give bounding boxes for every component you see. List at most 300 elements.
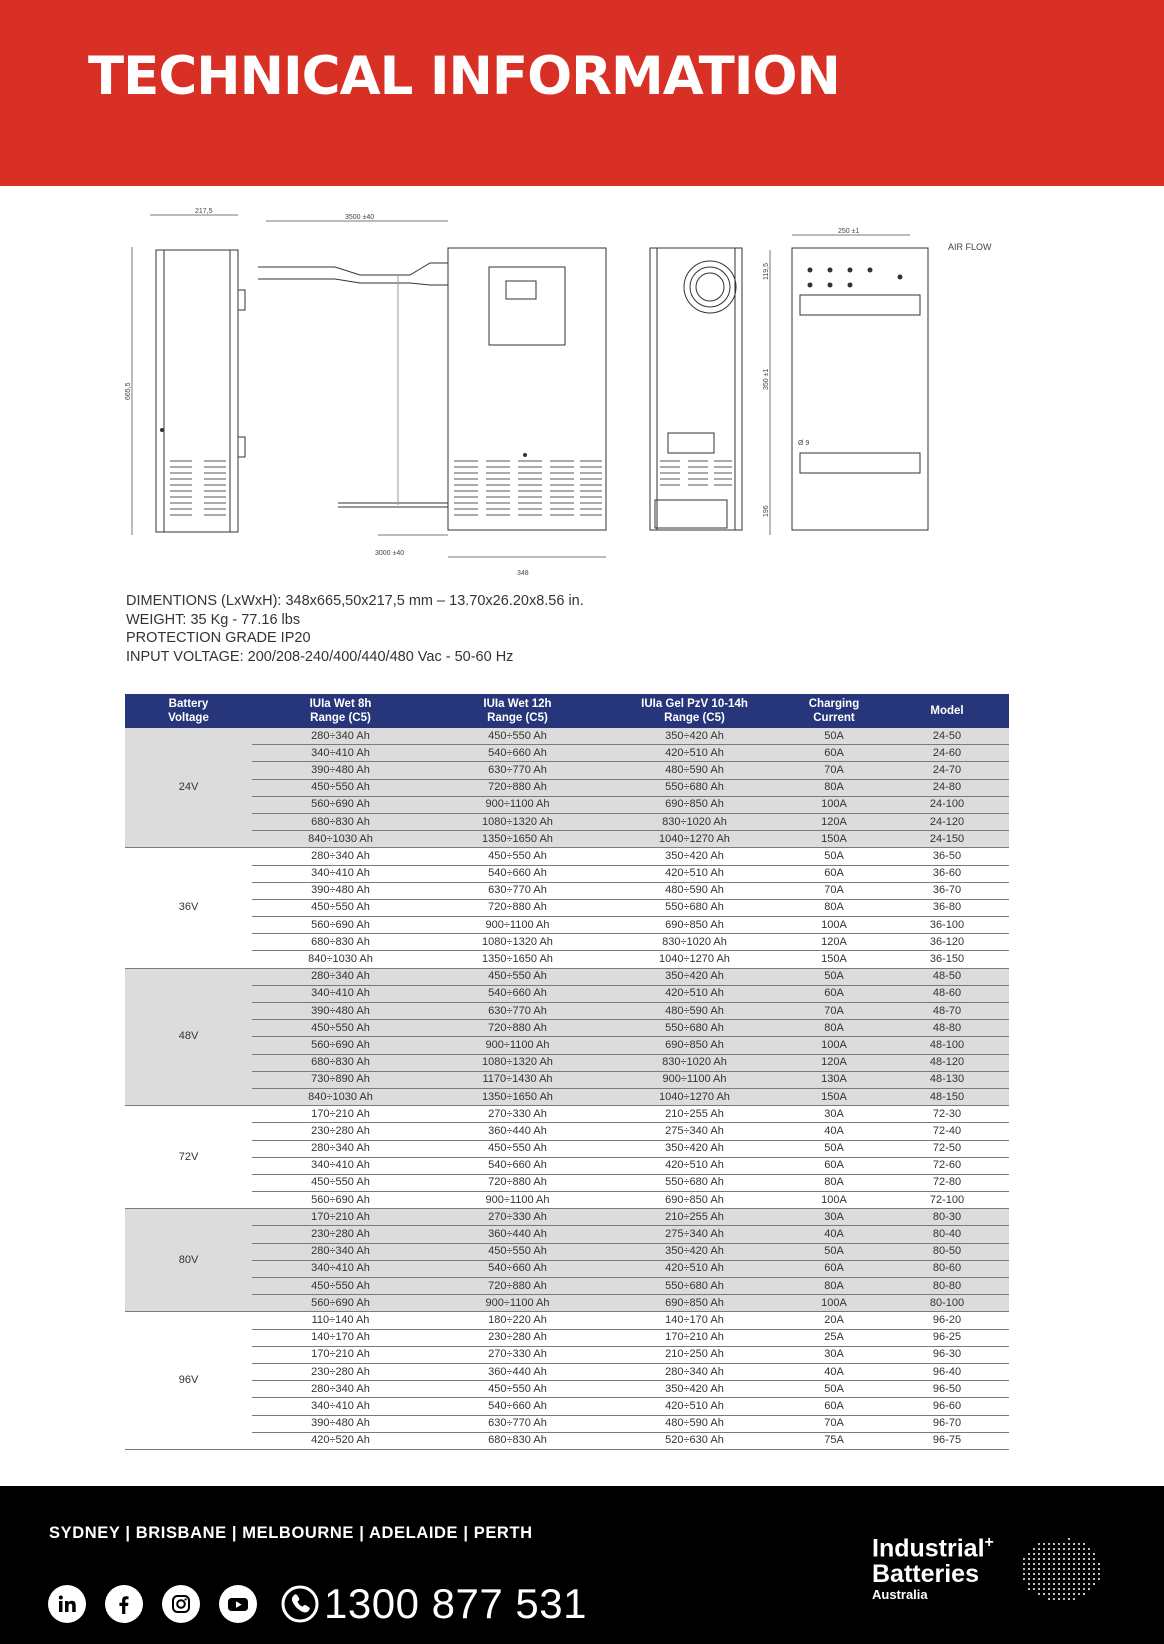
table-cell: 340÷410 Ah: [252, 1157, 429, 1174]
table-row: [125, 1106, 1009, 1123]
header-text: Battery: [168, 698, 209, 710]
table-cell: 630÷770 Ah: [429, 1415, 606, 1432]
header-text: Range (C5): [664, 712, 725, 724]
table-cell: 270÷330 Ah: [429, 1209, 606, 1226]
table-cell: 540÷660 Ah: [429, 865, 606, 882]
table-row: [125, 1346, 1009, 1363]
table-cell: 280÷340 Ah: [252, 1140, 429, 1157]
table-row: [125, 985, 1009, 1002]
table-cell: 350÷420 Ah: [606, 1381, 783, 1398]
table-header-cell: [783, 694, 885, 728]
page-header: [0, 0, 1164, 186]
table-row: [125, 968, 1009, 985]
table-row: [125, 1209, 1009, 1226]
table-cell: 80A: [783, 899, 885, 916]
table-cell: 1350÷1650 Ah: [429, 951, 606, 968]
table-cell: 550÷680 Ah: [606, 1020, 783, 1037]
table-cell: 50A: [783, 1140, 885, 1157]
table-cell: 72-100: [885, 1192, 1009, 1209]
table-cell: 80A: [783, 1020, 885, 1037]
table-cell: 50A: [783, 848, 885, 865]
spec-dimensions: DIMENTIONS (LxWxH): 348x665,50x217,5 mm – 13.70x26.20x8.56 in.: [126, 593, 584, 609]
table-row: [125, 779, 1009, 796]
brand-plus: +: [984, 1534, 994, 1551]
table-cell: 50A: [783, 1381, 885, 1398]
table-cell: 830÷1020 Ah: [606, 813, 783, 830]
table-row: [125, 1398, 1009, 1415]
brand-line-3: Australia: [872, 1587, 928, 1603]
table-cell: 1080÷1320 Ah: [429, 934, 606, 951]
battery-voltage-cell: 48V: [125, 968, 252, 1106]
table-cell: 560÷690 Ah: [252, 796, 429, 813]
spec-weight: WEIGHT: 35 Kg - 77.16 lbs: [126, 611, 301, 628]
table-cell: 450÷550 Ah: [429, 1381, 606, 1398]
table-cell: 36-60: [885, 865, 1009, 882]
table-cell: 230÷280 Ah: [252, 1123, 429, 1140]
table-cell: 550÷680 Ah: [606, 899, 783, 916]
table-cell: 340÷410 Ah: [252, 1398, 429, 1415]
table-cell: 280÷340 Ah: [252, 728, 429, 745]
table-row: [125, 1003, 1009, 1020]
table-cell: 450÷550 Ah: [429, 968, 606, 985]
table-cell: 480÷590 Ah: [606, 1003, 783, 1020]
table-cell: 48-120: [885, 1054, 1009, 1071]
table-cell: 24-80: [885, 779, 1009, 796]
table-cell: 48-150: [885, 1088, 1009, 1105]
phone-number-text: 1300 877 531: [324, 1580, 587, 1627]
table-cell: 350÷420 Ah: [606, 1243, 783, 1260]
table-cell: 340÷410 Ah: [252, 745, 429, 762]
table-cell: 230÷280 Ah: [429, 1329, 606, 1346]
table-cell: 350÷420 Ah: [606, 728, 783, 745]
table-cell: 360÷440 Ah: [429, 1123, 606, 1140]
table-cell: 350÷420 Ah: [606, 1140, 783, 1157]
australia-map-icon: [1015, 1526, 1107, 1618]
table-cell: 360÷440 Ah: [429, 1226, 606, 1243]
table-cell: 70A: [783, 882, 885, 899]
table-cell: 80-100: [885, 1295, 1009, 1312]
table-cell: 720÷880 Ah: [429, 1020, 606, 1037]
table-cell: 120A: [783, 934, 885, 951]
table-row: [125, 831, 1009, 848]
table-cell: 72-80: [885, 1174, 1009, 1191]
table-cell: 170÷210 Ah: [252, 1346, 429, 1363]
table-cell: 690÷850 Ah: [606, 917, 783, 934]
battery-voltage-cell: 24V: [125, 728, 252, 848]
table-row: [125, 745, 1009, 762]
table-cell: 24-120: [885, 813, 1009, 830]
table-cell: 450÷550 Ah: [252, 1020, 429, 1037]
table-cell: 24-60: [885, 745, 1009, 762]
table-cell: 390÷480 Ah: [252, 1415, 429, 1432]
table-cell: 830÷1020 Ah: [606, 934, 783, 951]
table-cell: 900÷1100 Ah: [429, 1192, 606, 1209]
table-row: [125, 1140, 1009, 1157]
table-cell: 830÷1020 Ah: [606, 1054, 783, 1071]
table-row: [125, 1295, 1009, 1312]
table-cell: 70A: [783, 1003, 885, 1020]
table-row: [125, 1260, 1009, 1277]
table-row: [125, 813, 1009, 830]
battery-voltage-cell: 72V: [125, 1106, 252, 1209]
header-text: Current: [813, 712, 855, 724]
table-cell: 450÷550 Ah: [429, 848, 606, 865]
table-cell: 24-100: [885, 796, 1009, 813]
table-cell: 450÷550 Ah: [252, 899, 429, 916]
table-cell: 1040÷1270 Ah: [606, 1088, 783, 1105]
table-cell: 150A: [783, 951, 885, 968]
specifications: [126, 592, 584, 666]
table-cell: 60A: [783, 865, 885, 882]
table-cell: 420÷510 Ah: [606, 1260, 783, 1277]
table-cell: 100A: [783, 1037, 885, 1054]
header-text: IUIa Wet 12h: [483, 698, 552, 710]
table-cell: 48-80: [885, 1020, 1009, 1037]
table-row: [125, 1329, 1009, 1346]
table-row: [125, 1363, 1009, 1380]
table-cell: 48-60: [885, 985, 1009, 1002]
table-row: [125, 1432, 1009, 1449]
table-header-cell: [606, 694, 783, 728]
table-cell: 540÷660 Ah: [429, 985, 606, 1002]
linkedin-icon[interactable]: [48, 1585, 86, 1623]
table-cell: 420÷510 Ah: [606, 1398, 783, 1415]
table-cell: 550÷680 Ah: [606, 779, 783, 796]
table-header-cell: [429, 694, 606, 728]
table-cell: 150A: [783, 1088, 885, 1105]
table-cell: 36-70: [885, 882, 1009, 899]
table-cell: 96-30: [885, 1346, 1009, 1363]
instagram-icon[interactable]: [162, 1585, 200, 1623]
table-cell: 100A: [783, 1192, 885, 1209]
table-cell: 72-30: [885, 1106, 1009, 1123]
office-locations: SYDNEY | BRISBANE | MELBOURNE | ADELAIDE | PERTH: [49, 1524, 533, 1542]
table-cell: 210÷255 Ah: [606, 1106, 783, 1123]
table-cell: 80A: [783, 1174, 885, 1191]
table-cell: 420÷510 Ah: [606, 745, 783, 762]
table-cell: 450÷550 Ah: [252, 779, 429, 796]
header-text: IUIa Wet 8h: [309, 698, 372, 710]
table-cell: 340÷410 Ah: [252, 865, 429, 882]
table-cell: 150A: [783, 831, 885, 848]
table-cell: 210÷250 Ah: [606, 1346, 783, 1363]
table-cell: 120A: [783, 1054, 885, 1071]
table-cell: 270÷330 Ah: [429, 1346, 606, 1363]
dim-hole-diameter: Ø 9: [798, 440, 810, 447]
table-header-row: [125, 694, 1009, 728]
dim-height: 665,5: [125, 382, 132, 400]
table-cell: 48-50: [885, 968, 1009, 985]
table-cell: 270÷330 Ah: [429, 1106, 606, 1123]
table-cell: 100A: [783, 917, 885, 934]
table-row: [125, 951, 1009, 968]
table-cell: 630÷770 Ah: [429, 882, 606, 899]
table-cell: 80-30: [885, 1209, 1009, 1226]
phone-icon: [280, 1584, 320, 1624]
header-text: Model: [930, 705, 964, 717]
table-cell: 48-130: [885, 1071, 1009, 1088]
table-row: [125, 1192, 1009, 1209]
table-cell: 540÷660 Ah: [429, 1398, 606, 1415]
table-cell: 40A: [783, 1123, 885, 1140]
table-row: [125, 1071, 1009, 1088]
table-cell: 480÷590 Ah: [606, 762, 783, 779]
table-cell: 36-150: [885, 951, 1009, 968]
table-cell: 96-40: [885, 1363, 1009, 1380]
table-row: [125, 1020, 1009, 1037]
table-cell: 60A: [783, 985, 885, 1002]
table-cell: 80A: [783, 1278, 885, 1295]
table-row: [125, 848, 1009, 865]
table-cell: 40A: [783, 1226, 885, 1243]
table-cell: 60A: [783, 1157, 885, 1174]
table-cell: 720÷880 Ah: [429, 1174, 606, 1191]
table-cell: 1040÷1270 Ah: [606, 831, 783, 848]
table-cell: 690÷850 Ah: [606, 1295, 783, 1312]
dim-hole-vertical: 350 ±1: [763, 368, 770, 390]
table-cell: 180÷220 Ah: [429, 1312, 606, 1329]
table-cell: 900÷1100 Ah: [429, 796, 606, 813]
table-cell: 36-80: [885, 899, 1009, 916]
table-cell: 230÷280 Ah: [252, 1363, 429, 1380]
table-cell: 280÷340 Ah: [252, 848, 429, 865]
table-row: [125, 796, 1009, 813]
table-cell: 350÷420 Ah: [606, 848, 783, 865]
table-cell: 540÷660 Ah: [429, 745, 606, 762]
spec-input-voltage: INPUT VOLTAGE: 200/208-240/400/440/480 Vac - 50-60 Hz: [126, 648, 514, 665]
table-row: [125, 899, 1009, 916]
table-cell: 80-60: [885, 1260, 1009, 1277]
table-cell: 70A: [783, 762, 885, 779]
table-cell: 630÷770 Ah: [429, 1003, 606, 1020]
phone-number[interactable]: [280, 1580, 587, 1628]
table-cell: 840÷1030 Ah: [252, 951, 429, 968]
dim-side-depth: 217,5: [195, 208, 213, 215]
table-cell: 560÷690 Ah: [252, 917, 429, 934]
table-cell: 60A: [783, 745, 885, 762]
contact-bar: [48, 1580, 587, 1628]
table-cell: 80-80: [885, 1278, 1009, 1295]
dim-width: 348: [517, 570, 529, 577]
table-cell: 170÷210 Ah: [606, 1329, 783, 1346]
table-cell: 72-50: [885, 1140, 1009, 1157]
table-row: [125, 865, 1009, 882]
battery-voltage-cell: 36V: [125, 848, 252, 968]
table-cell: 36-50: [885, 848, 1009, 865]
table-cell: 25A: [783, 1329, 885, 1346]
table-cell: 560÷690 Ah: [252, 1192, 429, 1209]
table-row: [125, 882, 1009, 899]
table-cell: 30A: [783, 1106, 885, 1123]
table-cell: 450÷550 Ah: [429, 1140, 606, 1157]
table-cell: 110÷140 Ah: [252, 1312, 429, 1329]
table-cell: 420÷520 Ah: [252, 1432, 429, 1449]
table-row: [125, 1278, 1009, 1295]
table-cell: 720÷880 Ah: [429, 1278, 606, 1295]
table-row: [125, 1037, 1009, 1054]
table-cell: 275÷340 Ah: [606, 1123, 783, 1140]
table-cell: 170÷210 Ah: [252, 1209, 429, 1226]
table-cell: 680÷830 Ah: [252, 1054, 429, 1071]
table-cell: 390÷480 Ah: [252, 1003, 429, 1020]
table-cell: 24-150: [885, 831, 1009, 848]
table-cell: 900÷1100 Ah: [429, 1037, 606, 1054]
table-cell: 30A: [783, 1209, 885, 1226]
table-cell: 96-50: [885, 1381, 1009, 1398]
dim-hole-spacing: 250 ±1: [838, 228, 860, 235]
table-cell: 80-50: [885, 1243, 1009, 1260]
dim-top-offset: 119,5: [763, 263, 770, 280]
charger-technical-drawing: [120, 205, 1020, 590]
table-cell: 450÷550 Ah: [252, 1174, 429, 1191]
table-cell: 36-100: [885, 917, 1009, 934]
table-cell: 24-70: [885, 762, 1009, 779]
table-row: [125, 1054, 1009, 1071]
table-cell: 550÷680 Ah: [606, 1174, 783, 1191]
table-cell: 50A: [783, 728, 885, 745]
dim-output-cable: 3000 ±40: [375, 550, 405, 557]
page-footer: [0, 1486, 1164, 1644]
table-cell: 340÷410 Ah: [252, 1260, 429, 1277]
table-cell: 420÷510 Ah: [606, 985, 783, 1002]
header-text: Charging: [808, 698, 860, 710]
table-row: [125, 762, 1009, 779]
table-row: [125, 1157, 1009, 1174]
dim-bottom-offset: 196: [763, 505, 770, 517]
table-cell: 280÷340 Ah: [252, 1243, 429, 1260]
table-cell: 72-60: [885, 1157, 1009, 1174]
table-row: [125, 917, 1009, 934]
table-cell: 48-70: [885, 1003, 1009, 1020]
table-cell: 540÷660 Ah: [429, 1157, 606, 1174]
table-cell: 350÷420 Ah: [606, 968, 783, 985]
table-cell: 140÷170 Ah: [252, 1329, 429, 1346]
table-cell: 80-40: [885, 1226, 1009, 1243]
table-cell: 96-60: [885, 1398, 1009, 1415]
table-cell: 630÷770 Ah: [429, 762, 606, 779]
table-cell: 280÷340 Ah: [252, 968, 429, 985]
table-cell: 280÷340 Ah: [252, 1381, 429, 1398]
table-cell: 60A: [783, 1260, 885, 1277]
table-cell: 840÷1030 Ah: [252, 1088, 429, 1105]
table-cell: 360÷440 Ah: [429, 1363, 606, 1380]
table-cell: 50A: [783, 968, 885, 985]
table-cell: 1080÷1320 Ah: [429, 813, 606, 830]
table-row: [125, 1088, 1009, 1105]
header-text: Range (C5): [487, 712, 548, 724]
table-cell: 480÷590 Ah: [606, 1415, 783, 1432]
table-cell: 96-75: [885, 1432, 1009, 1449]
table-cell: 690÷850 Ah: [606, 796, 783, 813]
table-cell: 120A: [783, 813, 885, 830]
table-cell: 170÷210 Ah: [252, 1106, 429, 1123]
table-cell: 50A: [783, 1243, 885, 1260]
table-cell: 36-120: [885, 934, 1009, 951]
table-row: [125, 934, 1009, 951]
table-row: [125, 728, 1009, 745]
table-cell: 540÷660 Ah: [429, 1260, 606, 1277]
table-cell: 60A: [783, 1398, 885, 1415]
table-cell: 520÷630 Ah: [606, 1432, 783, 1449]
table-cell: 390÷480 Ah: [252, 762, 429, 779]
table-cell: 20A: [783, 1312, 885, 1329]
table-cell: 560÷690 Ah: [252, 1295, 429, 1312]
table-cell: 900÷1100 Ah: [429, 917, 606, 934]
air-flow-label: AIR FLOW: [948, 242, 992, 252]
table-cell: 24-50: [885, 728, 1009, 745]
page-title: TECHNICAL INFORMATION: [88, 46, 840, 107]
table-cell: 70A: [783, 1415, 885, 1432]
table-cell: 450÷550 Ah: [429, 728, 606, 745]
header-text: Voltage: [168, 712, 209, 724]
table-cell: 450÷550 Ah: [252, 1278, 429, 1295]
table-cell: 680÷830 Ah: [429, 1432, 606, 1449]
table-cell: 450÷550 Ah: [429, 1243, 606, 1260]
table-cell: 96-25: [885, 1329, 1009, 1346]
header-text: IUIa Gel PzV 10-14h: [641, 698, 748, 710]
table-cell: 1350÷1650 Ah: [429, 831, 606, 848]
table-cell: 210÷255 Ah: [606, 1209, 783, 1226]
table-cell: 72-40: [885, 1123, 1009, 1140]
table-cell: 420÷510 Ah: [606, 1157, 783, 1174]
table-row: [125, 1243, 1009, 1260]
charger-selection-table: [125, 694, 1009, 1450]
table-header-cell: [252, 694, 429, 728]
table-cell: 680÷830 Ah: [252, 934, 429, 951]
table-cell: 340÷410 Ah: [252, 985, 429, 1002]
table-cell: 840÷1030 Ah: [252, 831, 429, 848]
facebook-icon[interactable]: [105, 1585, 143, 1623]
youtube-icon[interactable]: [219, 1585, 257, 1623]
table-row: [125, 1312, 1009, 1329]
spec-protection: PROTECTION GRADE IP20: [126, 630, 311, 647]
brand-logo: [872, 1530, 994, 1603]
table-cell: 390÷480 Ah: [252, 882, 429, 899]
table-row: [125, 1123, 1009, 1140]
table-cell: 690÷850 Ah: [606, 1037, 783, 1054]
table-cell: 900÷1100 Ah: [606, 1071, 783, 1088]
table-cell: 1040÷1270 Ah: [606, 951, 783, 968]
table-cell: 100A: [783, 796, 885, 813]
table-cell: 96-70: [885, 1415, 1009, 1432]
table-cell: 720÷880 Ah: [429, 779, 606, 796]
table-row: [125, 1174, 1009, 1191]
table-cell: 1170÷1430 Ah: [429, 1071, 606, 1088]
table-cell: 1350÷1650 Ah: [429, 1088, 606, 1105]
table-cell: 1080÷1320 Ah: [429, 1054, 606, 1071]
table-cell: 96-20: [885, 1312, 1009, 1329]
brand-line-1: Industrial: [872, 1534, 985, 1563]
header-text: Range (C5): [310, 712, 371, 724]
table-header-cell: [885, 694, 1009, 728]
table-cell: 275÷340 Ah: [606, 1226, 783, 1243]
table-cell: 560÷690 Ah: [252, 1037, 429, 1054]
table-header-cell: [125, 694, 252, 728]
table-row: [125, 1415, 1009, 1432]
table-cell: 690÷850 Ah: [606, 1192, 783, 1209]
table-row: [125, 1226, 1009, 1243]
table-cell: 140÷170 Ah: [606, 1312, 783, 1329]
battery-voltage-cell: 80V: [125, 1209, 252, 1312]
table-cell: 230÷280 Ah: [252, 1226, 429, 1243]
table-row: [125, 1381, 1009, 1398]
table-cell: 80A: [783, 779, 885, 796]
table-cell: 480÷590 Ah: [606, 882, 783, 899]
table-cell: 48-100: [885, 1037, 1009, 1054]
battery-voltage-cell: 96V: [125, 1312, 252, 1450]
brand-line-2: Batteries: [872, 1560, 979, 1589]
table-cell: 550÷680 Ah: [606, 1278, 783, 1295]
